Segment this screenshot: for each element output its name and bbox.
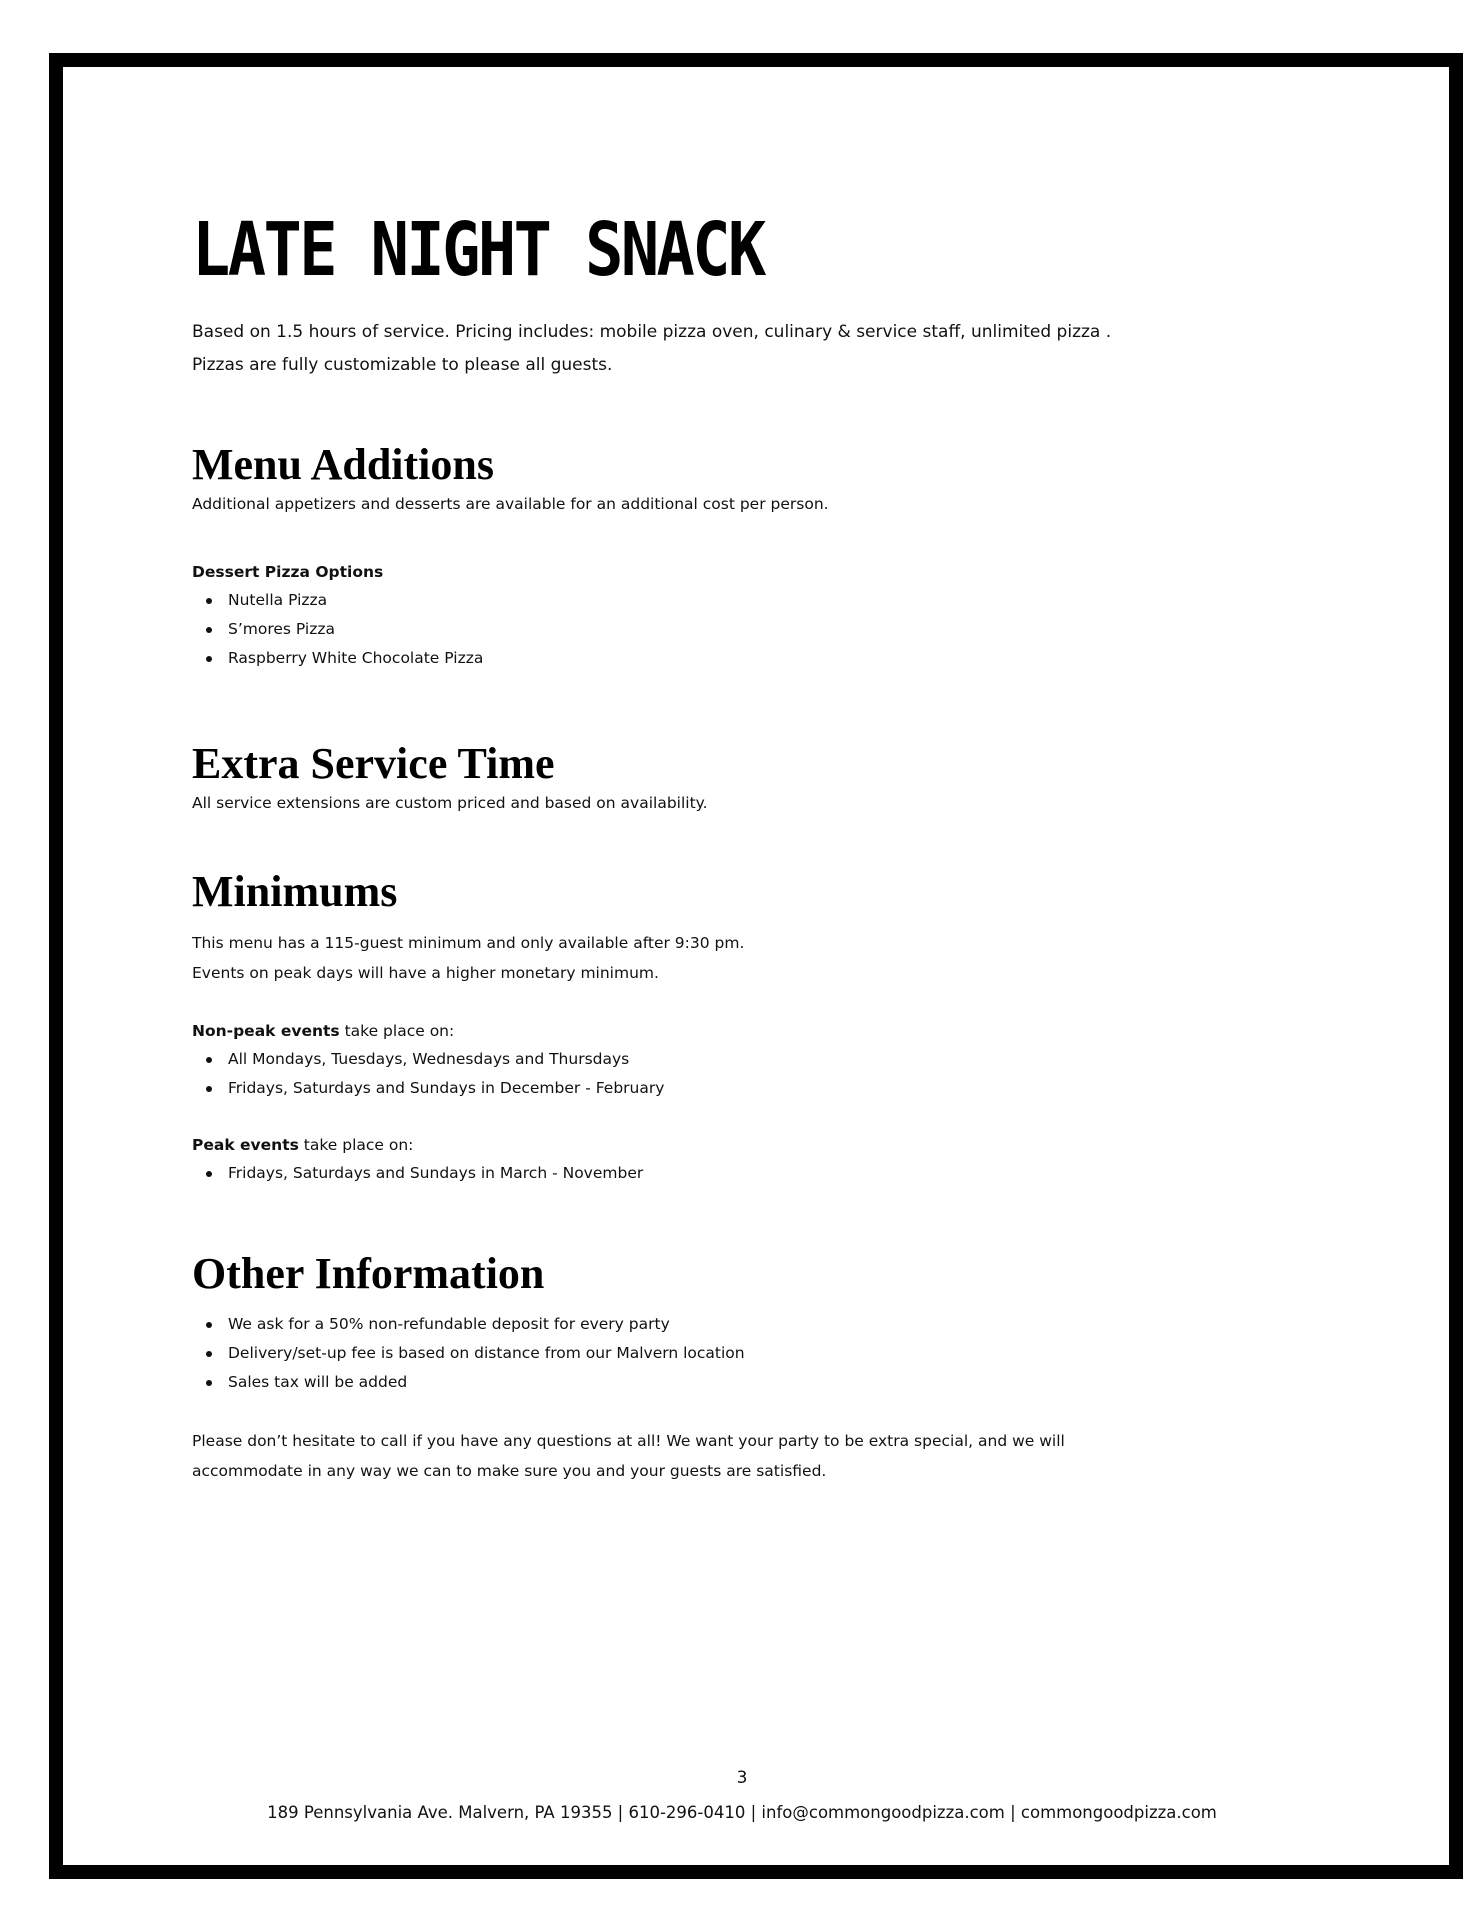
closing-line-1: Please don’t hesitate to call if you have any questions at all! We want your party to be extra special, and we will bbox=[192, 1432, 1065, 1450]
list-item: Sales tax will be added bbox=[192, 1368, 745, 1397]
list-item: Fridays, Saturdays and Sundays in March - November bbox=[192, 1159, 643, 1188]
extra-service-subtext: All service extensions are custom priced and based on availability. bbox=[192, 794, 708, 812]
peak-list bbox=[192, 1159, 643, 1188]
intro-text bbox=[192, 316, 1111, 382]
menu-additions-subtext: Additional appetizers and desserts are available for an additional cost per person. bbox=[192, 495, 829, 513]
dessert-options-label: Dessert Pizza Options bbox=[192, 563, 384, 581]
nonpeak-label: Non-peak events take place on: bbox=[192, 1022, 455, 1040]
list-item: Fridays, Saturdays and Sundays in December - February bbox=[192, 1074, 664, 1103]
menu-additions-heading: Menu Additions bbox=[192, 440, 494, 489]
intro-line-1: Based on 1.5 hours of service. Pricing includes: mobile pizza oven, culinary & service staff, unlimited pizza . bbox=[192, 322, 1112, 342]
minimums-text bbox=[192, 928, 744, 988]
footer-contact: 189 Pennsylvania Ave. Malvern, PA 19355 | 610-296-0410 | info@commongoodpizza.com | commongoodpizza.com bbox=[267, 1803, 1217, 1822]
peak-label: Peak events take place on: bbox=[192, 1136, 414, 1154]
other-info-list bbox=[192, 1310, 745, 1397]
list-item: We ask for a 50% non-refundable deposit for every party bbox=[192, 1310, 745, 1339]
list-item: S’mores Pizza bbox=[192, 615, 483, 644]
dessert-list bbox=[192, 586, 483, 673]
nonpeak-list bbox=[192, 1045, 664, 1103]
list-item: All Mondays, Tuesdays, Wednesdays and Thursdays bbox=[192, 1045, 664, 1074]
minimums-line-1: This menu has a 115-guest minimum and only available after 9:30 pm. bbox=[192, 934, 745, 952]
extra-service-heading: Extra Service Time bbox=[192, 739, 555, 788]
list-item: Delivery/set-up fee is based on distance from our Malvern location bbox=[192, 1339, 745, 1368]
minimums-heading: Minimums bbox=[192, 867, 398, 916]
page-number: 3 bbox=[736, 1768, 748, 1788]
closing-text bbox=[192, 1426, 1065, 1486]
closing-line-2: accommodate in any way we can to make sure you and your guests are satisfied. bbox=[192, 1462, 827, 1480]
list-item: Raspberry White Chocolate Pizza bbox=[192, 644, 483, 673]
intro-line-2: Pizzas are fully customizable to please all guests. bbox=[192, 355, 613, 375]
minimums-line-2: Events on peak days will have a higher monetary minimum. bbox=[192, 964, 659, 982]
other-info-heading: Other Information bbox=[192, 1249, 545, 1298]
page-title: LATE NIGHT SNACK bbox=[192, 207, 764, 293]
list-item: Nutella Pizza bbox=[192, 586, 483, 615]
